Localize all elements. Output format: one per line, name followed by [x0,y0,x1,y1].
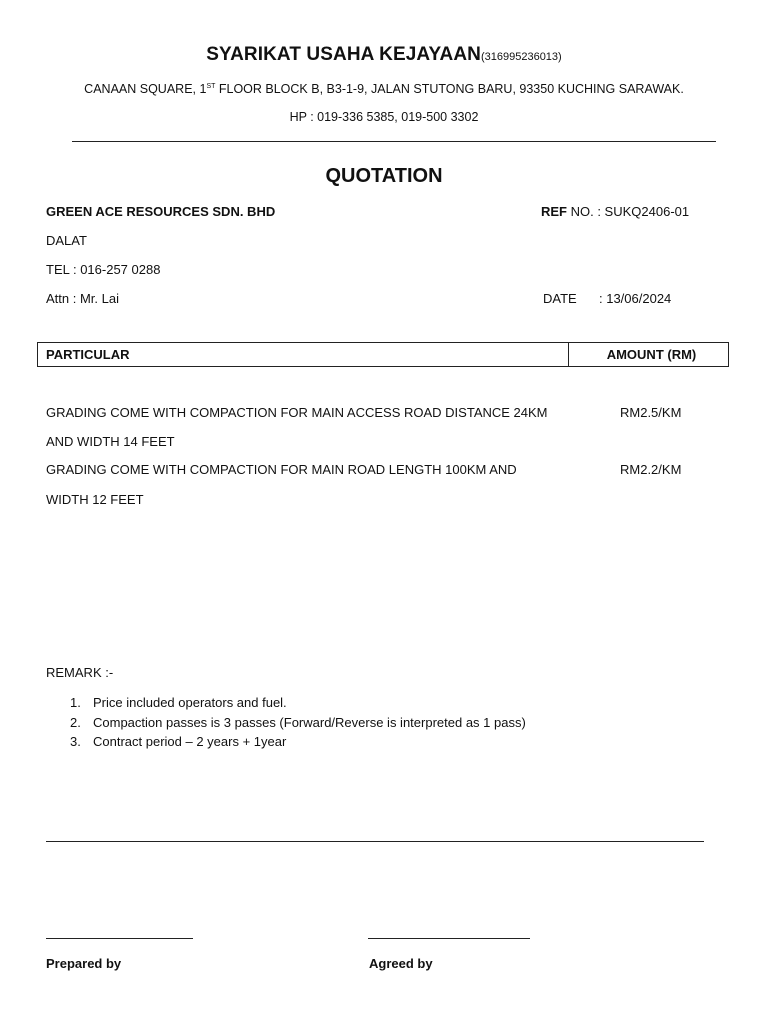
list-item: 1. Price included operators and fuel. [70,695,287,710]
company-header [0,44,768,66]
items-table-header [37,342,729,367]
agreed-by-label: Agreed by [369,956,433,971]
item-2-description-line1: GRADING COME WITH COMPACTION FOR MAIN ROAD LENGTH 100KM AND [46,462,517,477]
particular-header: PARTICULAR [38,343,569,366]
item-1-description-line2: AND WIDTH 14 FEET [46,434,175,449]
agreed-by-signature-line [368,938,530,939]
remark-list [64,693,526,752]
amount-header: AMOUNT (RM) [606,347,697,362]
ref-value: NO. : SUKQ2406-01 [567,204,690,219]
prepared-by-signature-line [46,938,193,939]
ref-label: REF [541,204,567,219]
prepared-by-label: Prepared by [46,956,122,971]
item-2-description-line2: WIDTH 12 FEET [46,492,144,507]
date-label: DATE [543,291,577,306]
item-2-amount: RM2.2/KM [620,462,682,477]
address-suffix: FLOOR BLOCK B, B3-1-9, JALAN STUTONG BARU, 93350 KUCHING SARAWAK. [215,82,684,96]
list-item: 2. Compaction passes is 3 passes (Forward/Reverse is interpreted as 1 pass) [70,714,526,730]
company-address [0,82,768,96]
company-reg-no: (316995236013) [480,51,562,63]
document-title: QUOTATION [325,165,443,187]
client-tel: TEL : 016-257 0288 [46,262,161,277]
list-item: 3. Contract period – 2 years + 1year [70,734,287,749]
address-prefix: CANAAN SQUARE, 1 [84,82,207,96]
client-attn: Attn : Mr. Lai [46,291,119,306]
company-name: SYARIKAT USAHA KEJAYAAN [206,44,481,65]
client-name: GREEN ACE RESOURCES SDN. BHD [46,204,276,219]
date-value: : 13/06/2024 [599,291,672,306]
item-1-amount: RM2.5/KM [620,405,682,420]
item-1-description-line1: GRADING COME WITH COMPACTION FOR MAIN ACCESS ROAD DISTANCE 24KM [46,405,548,420]
footer-divider [46,841,704,842]
client-location: DALAT [46,233,87,248]
company-phone: HP : 019-336 5385, 019-500 3302 [289,110,479,124]
remark-heading: REMARK :- [46,665,114,680]
ref-number [541,204,689,219]
address-superscript: ST [206,83,216,90]
header-divider [72,141,716,142]
